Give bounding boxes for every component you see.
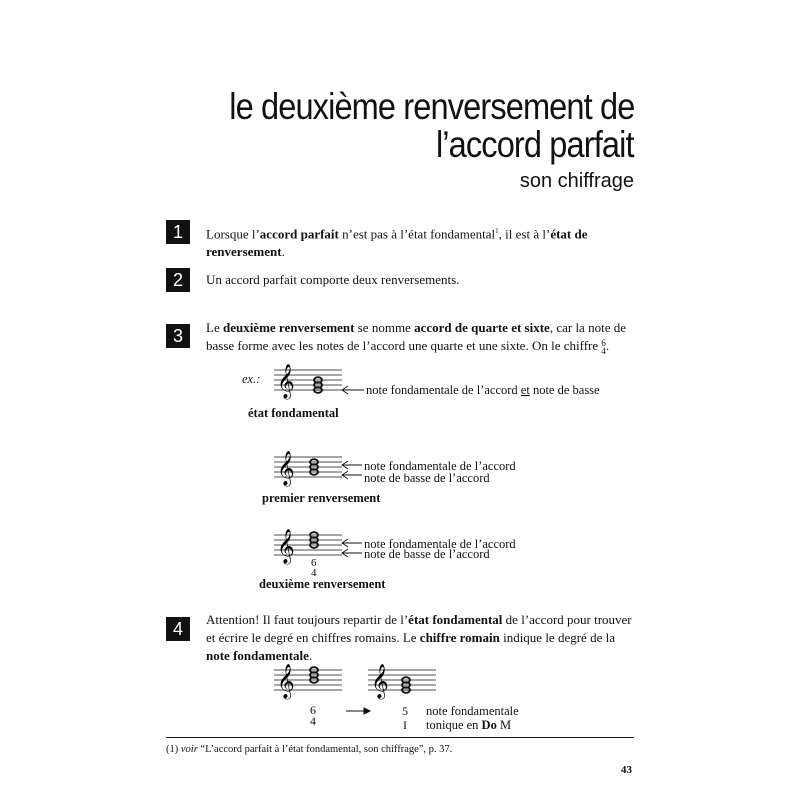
treble-clef-icon: 𝄞 — [277, 364, 295, 399]
section-number-2: 2 — [166, 268, 190, 292]
example-4-right-labels: note fondamentale tonique en Do M — [426, 704, 519, 732]
section-number-3: 3 — [166, 324, 190, 348]
example-3-annotation-top: note fondamentale de l’accord — [364, 537, 516, 551]
section-4-text: Attention! Il faut toujours repartir de l’état fondamental de l’accord pour trouver et écrire le degré en chiffres romains. Le chiffre romain indique le degré de la note fondamentale. — [206, 612, 632, 663]
footnote: (1) voir “L’accord parfait à l’état fondamental, son chiffrage”, p. 37. — [166, 744, 453, 755]
page-number: 43 — [621, 764, 632, 776]
example-4-left-figures: 6 4 — [310, 703, 316, 728]
example-label: ex.: — [242, 372, 261, 386]
arrows-example-2 — [342, 461, 362, 479]
footnote-divider — [166, 737, 634, 738]
treble-clef-icon: 𝄞 — [277, 664, 295, 699]
transition-arrow-icon — [346, 708, 370, 714]
arrows-example-3 — [342, 539, 362, 557]
page-title-line2: l’accord parfait — [436, 124, 634, 165]
example-2-caption: premier renversement — [262, 491, 381, 505]
arrow-example-1 — [342, 386, 364, 394]
section-3-text: Le deuxième renversement se nomme accord de quarte et sixte, car la note de basse forme avec les notes de l’accord une quarte et une sixte. On le chiffre 6 4. — [206, 320, 626, 356]
example-2-annotation-bottom: note de basse de l’accord — [364, 471, 490, 485]
staff-example-4-left — [274, 664, 342, 700]
treble-clef-icon: 𝄞 — [277, 451, 295, 486]
example-3-annotation-bottom: note de basse de l’accord — [364, 547, 490, 561]
treble-clef-icon: 𝄞 — [371, 664, 389, 699]
example-3-figures: 6 4 — [311, 557, 317, 579]
staff-example-1 — [274, 364, 342, 400]
page-subtitle: son chiffrage — [519, 170, 634, 192]
section-1-text: Lorsque l’accord parfait n’est pas à l’état fondamental$^1$, il est à l’état de renversement. — [206, 226, 588, 260]
staff-example-3 — [274, 529, 342, 565]
chiffrage-fraction: 6 4 — [601, 338, 606, 356]
example-1-annotation: note fondamentale de l’accord et note de basse — [366, 383, 600, 397]
section-2-text: Un accord parfait comporte deux renversements. — [206, 272, 460, 287]
staff-example-4-right — [368, 664, 436, 700]
treble-clef-icon: 𝄞 — [277, 529, 295, 564]
page-title-line1: le deuxième renversement de — [228, 86, 634, 127]
example-4-right-figures: 5 I — [402, 704, 408, 732]
example-2-annotation-top: note fondamentale de l’accord — [364, 459, 516, 473]
section-number-4: 4 — [166, 617, 190, 641]
example-3-caption: deuxième renversement — [259, 577, 386, 591]
example-1-caption: état fondamental — [248, 406, 339, 420]
section-number-1: 1 — [166, 220, 190, 244]
staff-example-2 — [274, 451, 342, 487]
